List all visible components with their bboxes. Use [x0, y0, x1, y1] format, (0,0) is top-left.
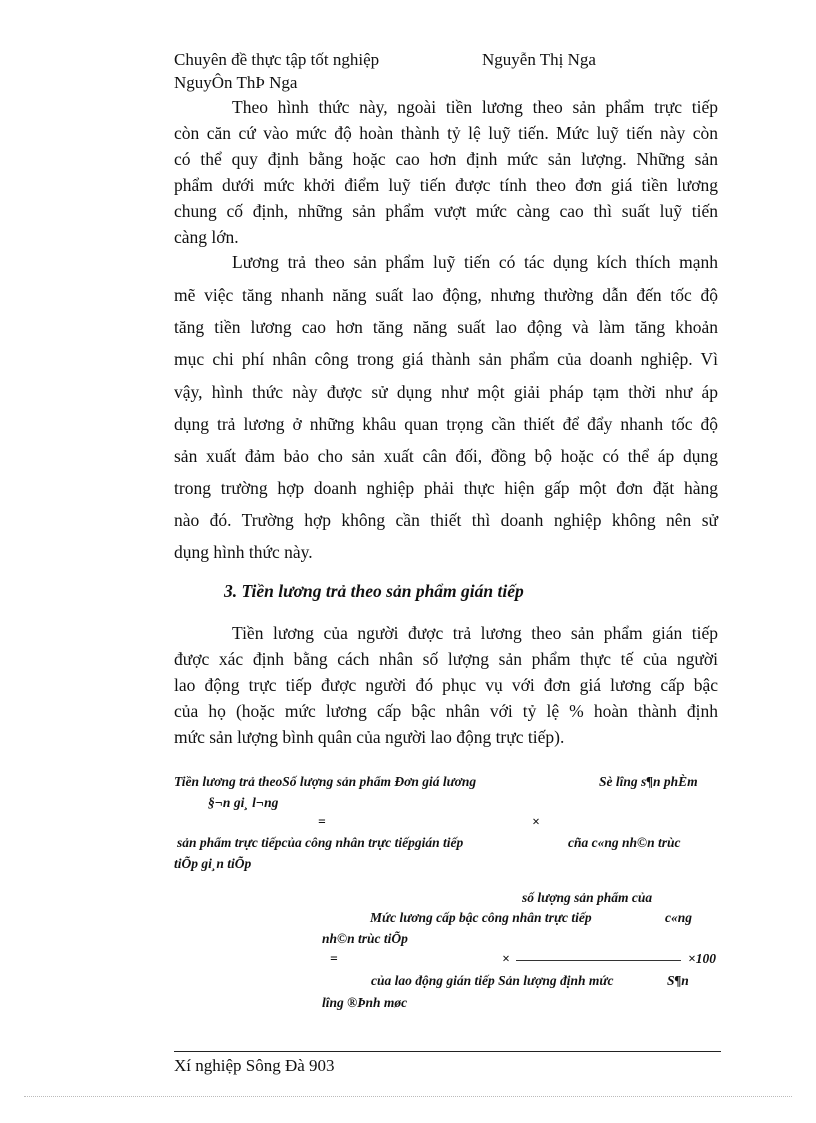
paragraph-line: phẩm dưới mức khởi điểm luỹ tiến được tính theo đơn giá tiền lương — [174, 175, 718, 195]
paragraph-line: mục chi phí nhân công trong giá thành sản phẩm của doanh nghiệp. Vì — [174, 349, 718, 369]
fraction-line — [516, 960, 681, 961]
equals-sign: = — [318, 814, 326, 829]
paragraph-line: mức sản lượng bình quân của người lao động trực tiếp). — [174, 727, 565, 747]
paragraph-line: dụng trả lương ở những khâu quan trọng cần thiết để đẩy nhanh tốc độ — [174, 414, 718, 434]
formula-text: S¶n — [667, 973, 689, 988]
header-author-garbled: NguyÔn ThÞ Nga — [174, 73, 298, 92]
paragraph-line: Tiền lương của người được trả lương theo sản phẩm gián tiếp — [232, 623, 718, 643]
paragraph-line: mẽ việc tăng nhanh năng suất lao động, nhưng thường dẫn đến tốc độ — [174, 285, 718, 305]
formula-text: Mức lương cấp bậc công nhân trực tiếp — [370, 910, 592, 925]
multiply-sign: × — [502, 951, 510, 966]
paragraph-line: vậy, hình thức này được sử dụng như một giải pháp tạm thời như áp — [174, 382, 718, 402]
paragraph-line: càng lớn. — [174, 227, 239, 247]
paragraph-line: lao động trực tiếp được người đó phục vụ với đơn giá lương cấp bậc — [174, 675, 718, 695]
formula-text: §¬n gi¸ l¬ng — [208, 795, 279, 810]
footer-divider — [174, 1051, 721, 1052]
paragraph-line: tăng tiền lương cao hơn tăng năng suất lao động và làm tăng khoản — [174, 317, 718, 337]
paragraph-line: có thể quy định bằng hoặc cao hơn định mức sản lượng. Những sản — [174, 149, 718, 169]
equals-sign: = — [330, 951, 338, 966]
formula-text: sản phẩm trực tiếpcủa công nhân trực tiếpgián tiếp — [177, 835, 464, 850]
paragraph-line: được xác định bằng cách nhân số lượng sản phẩm thực tế của người — [174, 649, 718, 669]
formula-text: nh©n trùc tiÕp — [322, 931, 408, 946]
formula-text: cña c«ng nh©n trùc — [568, 835, 681, 850]
multiply-sign: × — [532, 814, 540, 829]
paragraph-line: chung cố định, những sản phẩm vượt mức càng cao thì suất luỹ tiến — [174, 201, 718, 221]
formula-text: Sè lîng s¶n phÈm — [599, 774, 698, 789]
multiply-hundred: ×100 — [688, 951, 716, 966]
section-heading: 3. Tiền lương trả theo sản phẩm gián tiếp — [224, 581, 524, 601]
paragraph-line: sản xuất đảm bảo cho sản xuất cân đối, đồng bộ hoặc có thể áp dụng — [174, 446, 718, 466]
header-author: Nguyễn Thị Nga — [482, 50, 596, 69]
paragraph-line: Lương trả theo sản phẩm luỹ tiến có tác dụng kích thích mạnh — [232, 252, 718, 272]
formula-text: c«ng — [665, 910, 692, 925]
formula-text: của lao động gián tiếp Sản lượng định mức — [371, 973, 614, 988]
paragraph-line: dụng hình thức này. — [174, 542, 313, 562]
paragraph-line: của họ (hoặc mức lương cấp bậc nhân với tỷ lệ % hoàn thành định — [174, 701, 718, 721]
formula-text: số lượng sản phẩm của — [522, 890, 653, 905]
header-title: Chuyên đề thực tập tốt nghiệp — [174, 50, 380, 69]
page-bottom-border — [24, 1096, 792, 1097]
paragraph-line: trong trường hợp doanh nghiệp phải thực hiện gấp một đơn đặt hàng — [174, 478, 718, 498]
formula-text: Tiền lương trả theoSố lượng sản phẩm Đơn giá lương — [174, 774, 477, 789]
paragraph-line: Theo hình thức này, ngoài tiền lương theo sản phẩm trực tiếp — [232, 97, 718, 117]
paragraph-line: còn căn cứ vào mức độ hoàn thành tỷ lệ luỹ tiến. Mức luỹ tiến này còn — [174, 123, 718, 143]
formula-text: lîng ®Þnh møc — [322, 995, 408, 1010]
paragraph-line: nào đó. Trường hợp không cần thiết thì doanh nghiệp không nên sử — [174, 510, 718, 530]
formula-text: tiÕp gi¸n tiÕp — [174, 856, 252, 871]
footer-company: Xí nghiệp Sông Đà 903 — [174, 1056, 335, 1075]
